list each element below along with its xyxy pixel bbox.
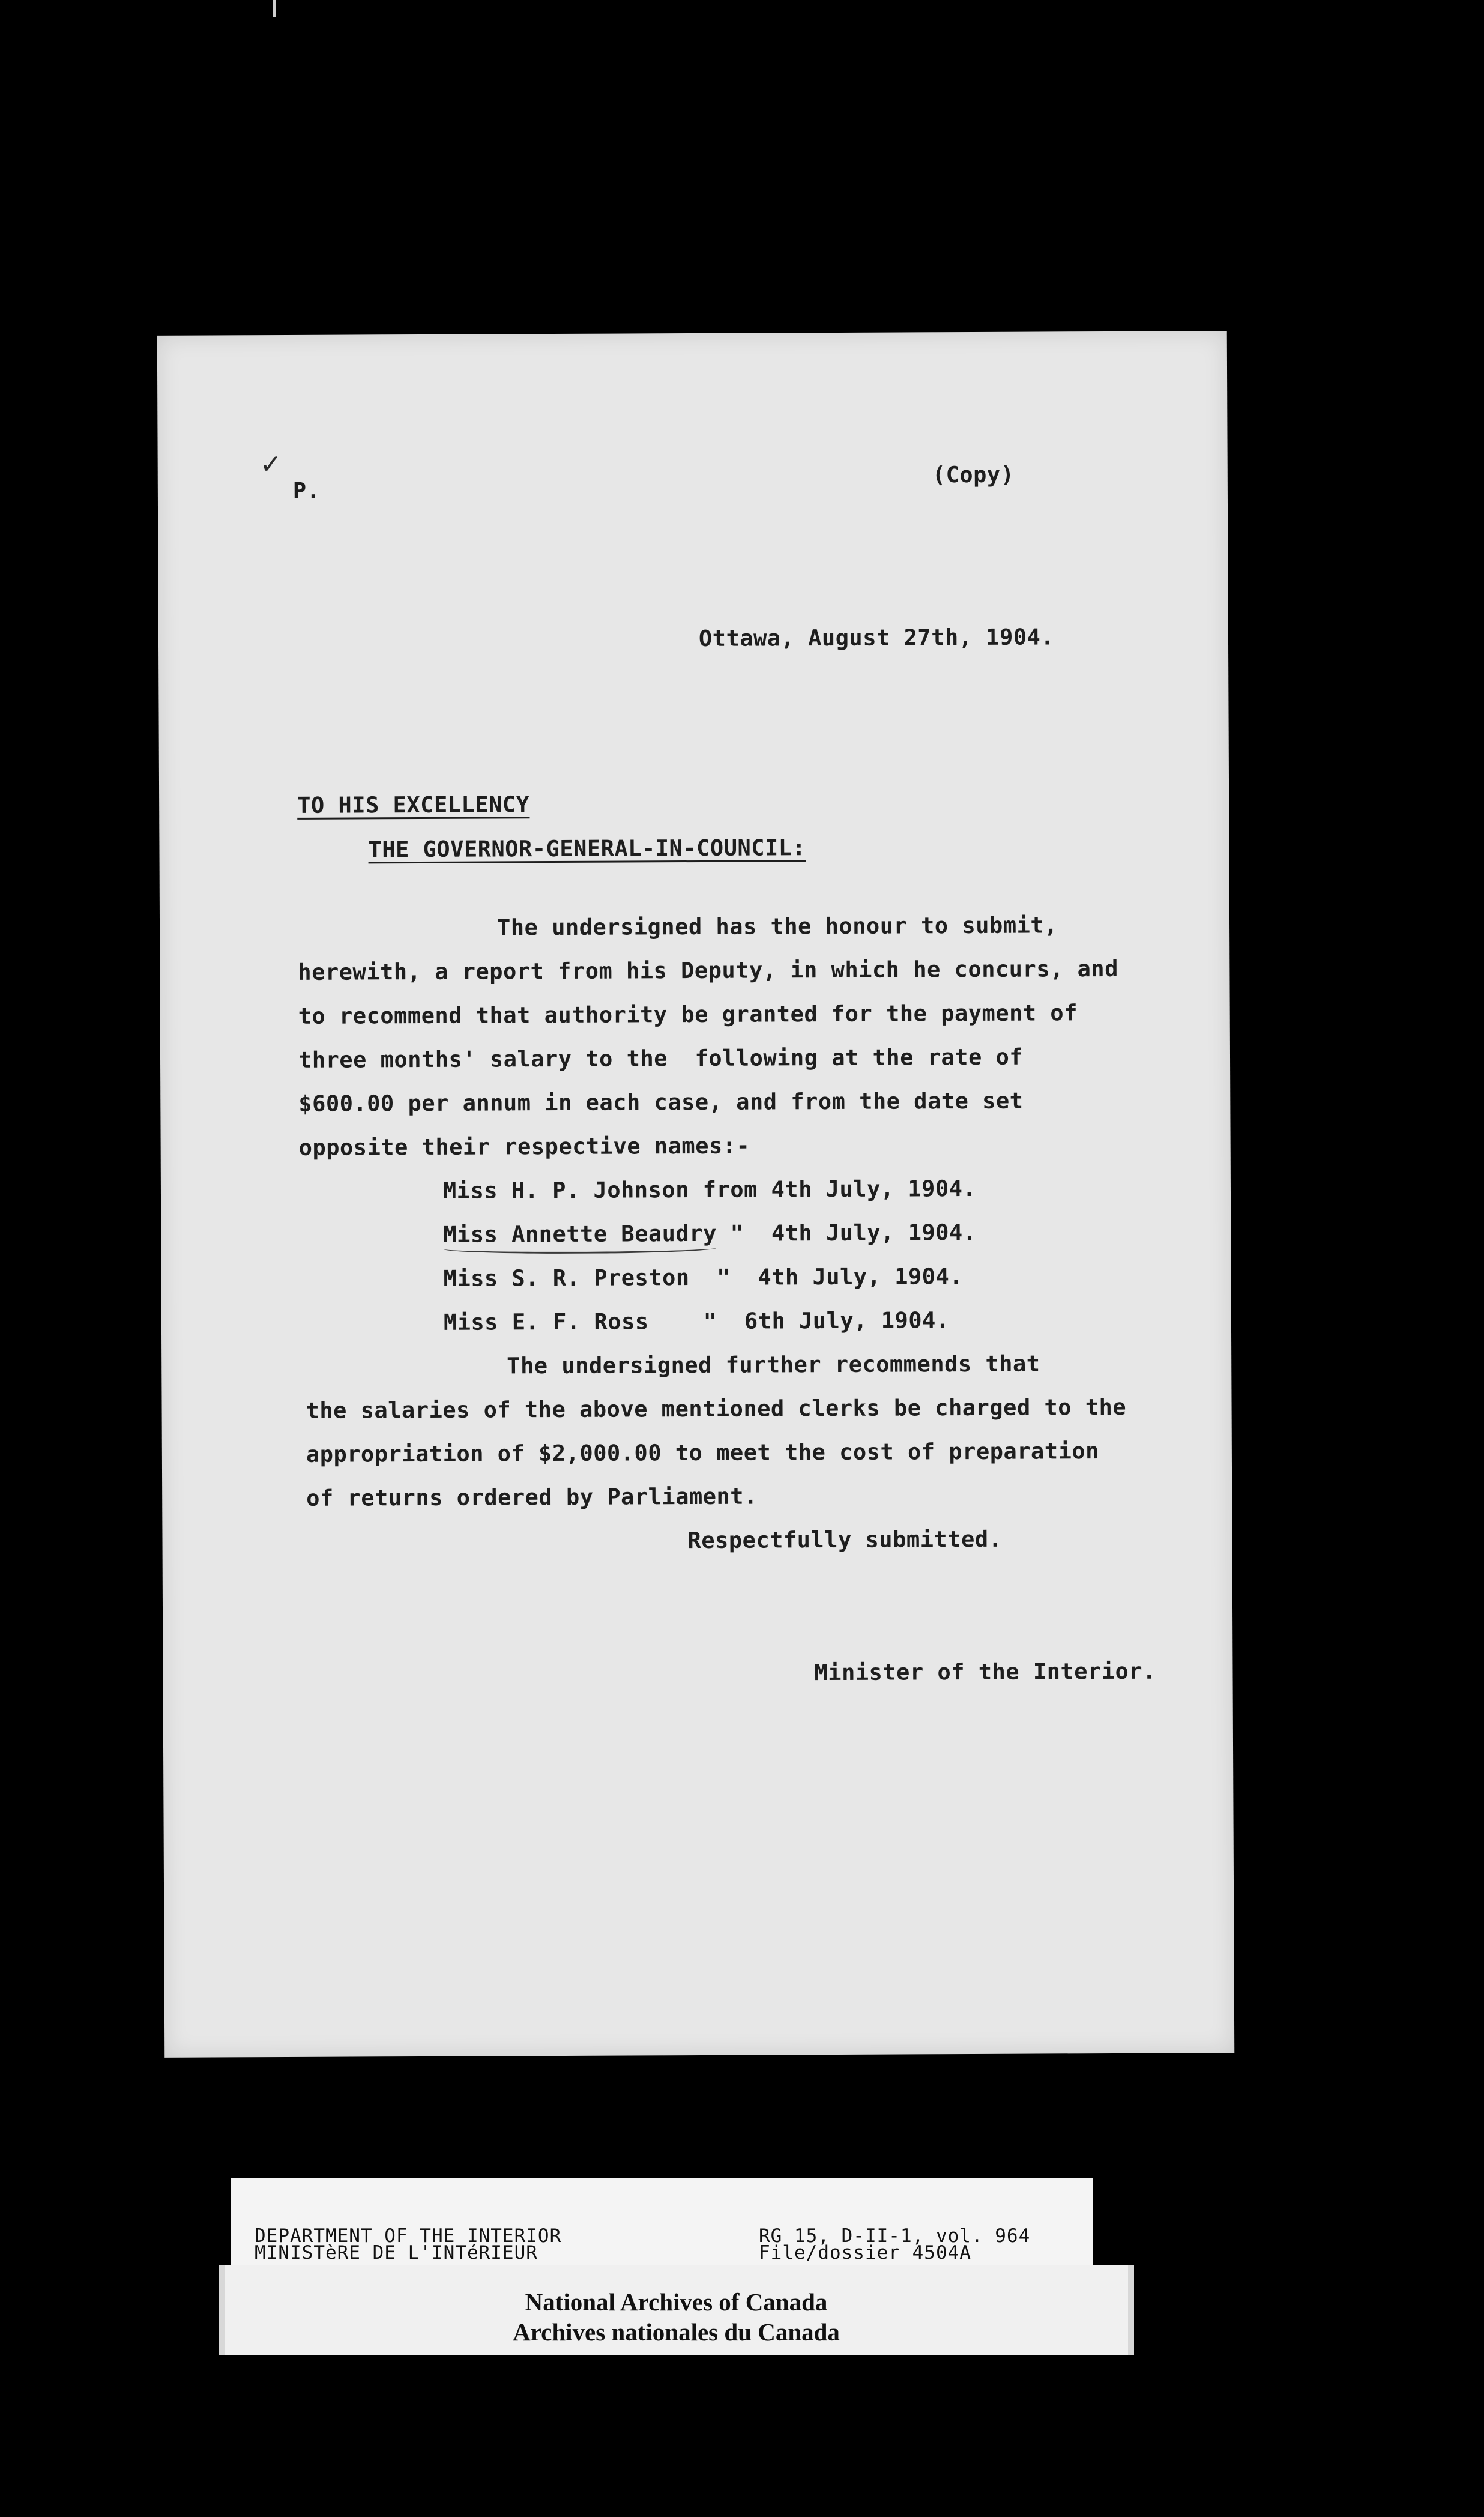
scan-edge-mark xyxy=(273,0,276,17)
archives-name-fr: Archives nationales du Canada xyxy=(513,2318,840,2346)
archive-reference-label xyxy=(231,2178,1093,2268)
body-line: three months' salary to the following at the rate of xyxy=(298,1044,1024,1073)
copy-mark: (Copy) xyxy=(932,461,1015,488)
pencil-tick-mark: ✓ xyxy=(259,449,282,480)
department-en: DEPARTMENT OF THE INTERIOR xyxy=(255,2225,562,2247)
closing: Respectfully submitted. xyxy=(687,1526,1003,1554)
record-group-reference: RG 15, D-II-1, vol. 964 xyxy=(759,2225,1031,2247)
document-sheet xyxy=(157,331,1234,2058)
archives-name-en: National Archives of Canada xyxy=(525,2288,828,2316)
body-line: $600.00 per annum in each case, and from the date set xyxy=(298,1087,1024,1117)
body-line: The undersigned further recommends that xyxy=(507,1350,1040,1379)
body-line: The undersigned has the honour to submit, xyxy=(496,912,1058,941)
archives-stamp-label xyxy=(219,2265,1134,2355)
body-line: to recommend that authority be granted for the payment of xyxy=(298,1000,1078,1029)
date-line: Ottawa, August 27th, 1904. xyxy=(698,624,1055,651)
body-line: of returns ordered by Parliament. xyxy=(306,1483,758,1511)
name-entry: Miss Annette Beaudry " 4th July, 1904. xyxy=(443,1219,977,1248)
body-line: herewith, a report from his Deputy, in which he concurs, and xyxy=(298,955,1119,985)
body-line: appropriation of $2,000.00 to meet the cost of preparation xyxy=(306,1438,1099,1467)
addressee-line-1: TO HIS EXCELLENCY xyxy=(297,791,530,818)
body-line: the salaries of the above mentioned clerks be charged to the xyxy=(306,1394,1127,1424)
body-line: opposite their respective names:- xyxy=(298,1132,750,1161)
signature-title: Minister of the Interior. xyxy=(814,1658,1156,1686)
file-reference: File/dossier 4504A xyxy=(759,2242,971,2264)
department-fr: MINISTèRE DE L'INTéRIEUR xyxy=(255,2242,538,2264)
addressee-line-2: THE GOVERNOR-GENERAL-IN-COUNCIL: xyxy=(368,835,806,863)
name-entry: Miss H. P. Johnson from 4th July, 1904. xyxy=(442,1175,977,1204)
name-entry: Miss S. R. Preston " 4th July, 1904. xyxy=(443,1263,964,1292)
margin-mark: P. xyxy=(292,477,321,504)
name-entry: Miss E. F. Ross " 6th July, 1904. xyxy=(443,1307,950,1335)
